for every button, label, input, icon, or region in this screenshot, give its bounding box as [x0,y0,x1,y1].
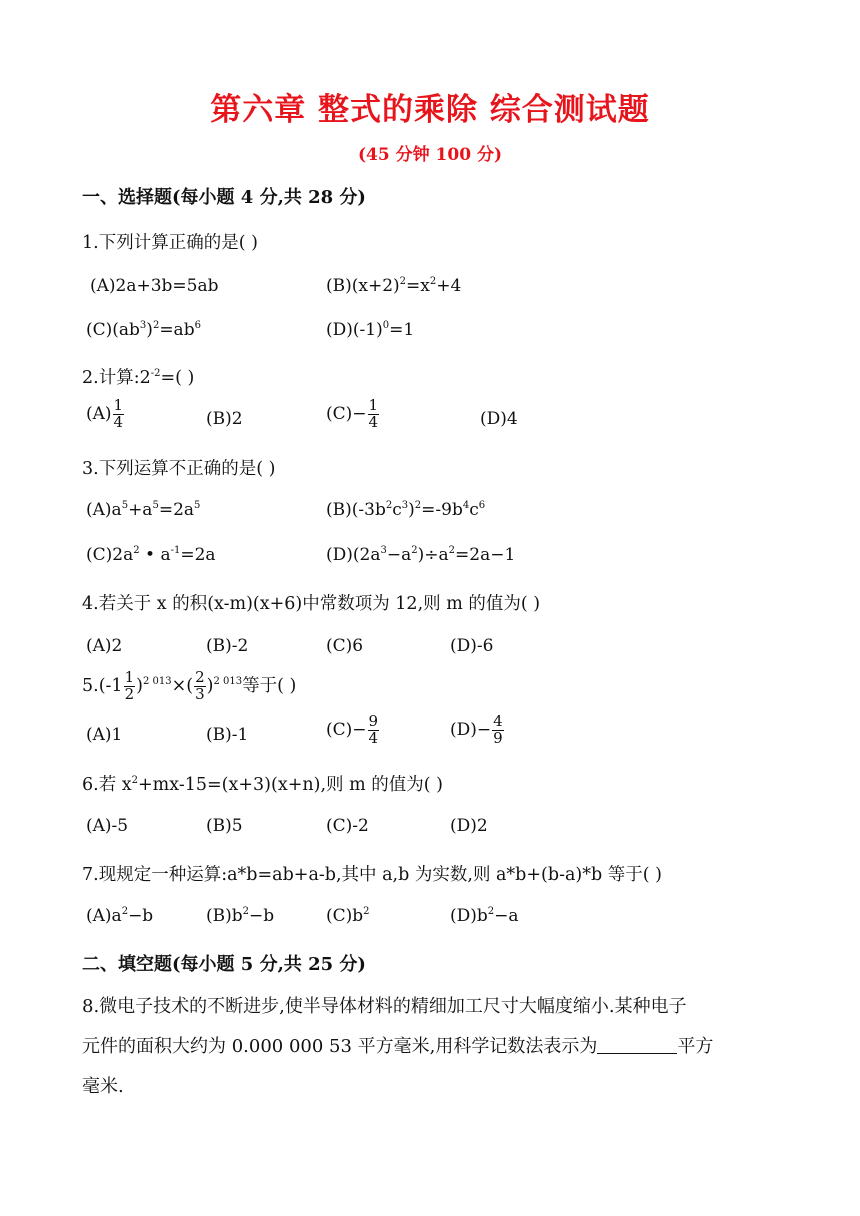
q7-option-c: $(C)b^2$ [326,906,370,926]
q8-line-3: 毫米. [82,1076,124,1097]
q6-option-a: (A)-5 [86,816,129,836]
q3-option-d: $(D)(2a^3-a^2)\div a^2=2a-1$ [326,545,516,565]
q3-option-c: $(C)2a^2$ • $a^{-1}=2a$ [86,545,216,565]
q8-line-2: 元件的面积大约为 0.000 000 53 平方毫米,用科学记数法表示为 平方 [82,1036,714,1057]
q7-option-a: $(A)a^2-b$ [86,906,154,926]
q8-line-1: 8.微电子技术的不断进步,使半导体材料的精细加工尺寸大幅度缩小.某种电子 [82,996,687,1017]
q1-option-a: (A)2a+3b=5ab [90,276,219,296]
question-3: 3.下列运算不正确的是( ) [82,459,276,479]
page-subtitle: (45 分钟 100 分) [358,145,502,165]
section-heading-choice: 一、选择题(每小题 4 分,共 28 分) [82,187,366,208]
question-2: 2.计算$:2^{-2}=$( ) [82,368,195,388]
q5-option-d: (D)− $\frac{4}{9}$ [450,712,503,747]
section-heading-fill: 二、填空题(每小题 5 分,共 25 分) [82,954,366,975]
q7-option-b: $(B)b^2-b$ [206,906,275,926]
q4-option-c: (C)6 [326,636,364,656]
q2-option-c: (C)− $\frac{1}{4}$ [326,396,379,431]
q4-option-d: (D)-6 [450,636,494,656]
q5-option-b: (B)-1 [206,725,249,745]
page-title: 第六章 整式的乘除 综合测试题 [210,92,650,128]
question-8 [82,987,782,1107]
q2-option-b: (B)2 [206,409,243,429]
q5-option-a: (A)1 [86,725,123,745]
question-7: 7.现规定一种运算:a*b=ab+a-b,其中 a,b 为实数,则 a*b+(b-a)*b 等于( ) [82,865,662,885]
q1-option-c: $(C)(ab^3)^2=ab^6$ [86,320,201,340]
q5-option-c: (C)− $\frac{9}{4}$ [326,712,379,747]
q6-option-c: (C)-2 [326,816,369,836]
question-1: 1.下列计算正确的是( ) [82,233,258,253]
question-6: 6.若 $x^2+mx-15=(x+3)(x+n)$,则 m 的值为( ) [82,775,443,795]
q6-option-b: (B)5 [206,816,243,836]
q6-option-d: (D)2 [450,816,488,836]
q2-option-a: (A) $\frac{1}{4}$ [86,396,124,431]
question-5: 5.(-1 $\frac{1}{2}$ )$^{2 013}$×( $\frac{2}{3}$ )$^{2 013}$等于( ) [82,668,297,703]
q1-option-d: $(D)(-1)^0=1$ [326,320,415,340]
q7-option-d: $(D)b^2-a$ [450,906,519,926]
question-4: 4.若关于 x 的积(x-m)(x+6)中常数项为 12,则 m 的值为( ) [82,594,541,614]
q1-option-b: $(B)(x+2)^2=x^2+4$ [326,276,462,296]
q2-option-d: (D)4 [480,409,518,429]
q3-option-a: $(A)a^5+a^5=2a^5$ [86,500,201,520]
q4-option-b: (B)-2 [206,636,249,656]
answer-blank[interactable] [597,1035,677,1054]
q4-option-a: (A)2 [86,636,123,656]
q3-option-b: $(B)(-3b^2c^3)^2=-9b^4c^6$ [326,500,486,520]
